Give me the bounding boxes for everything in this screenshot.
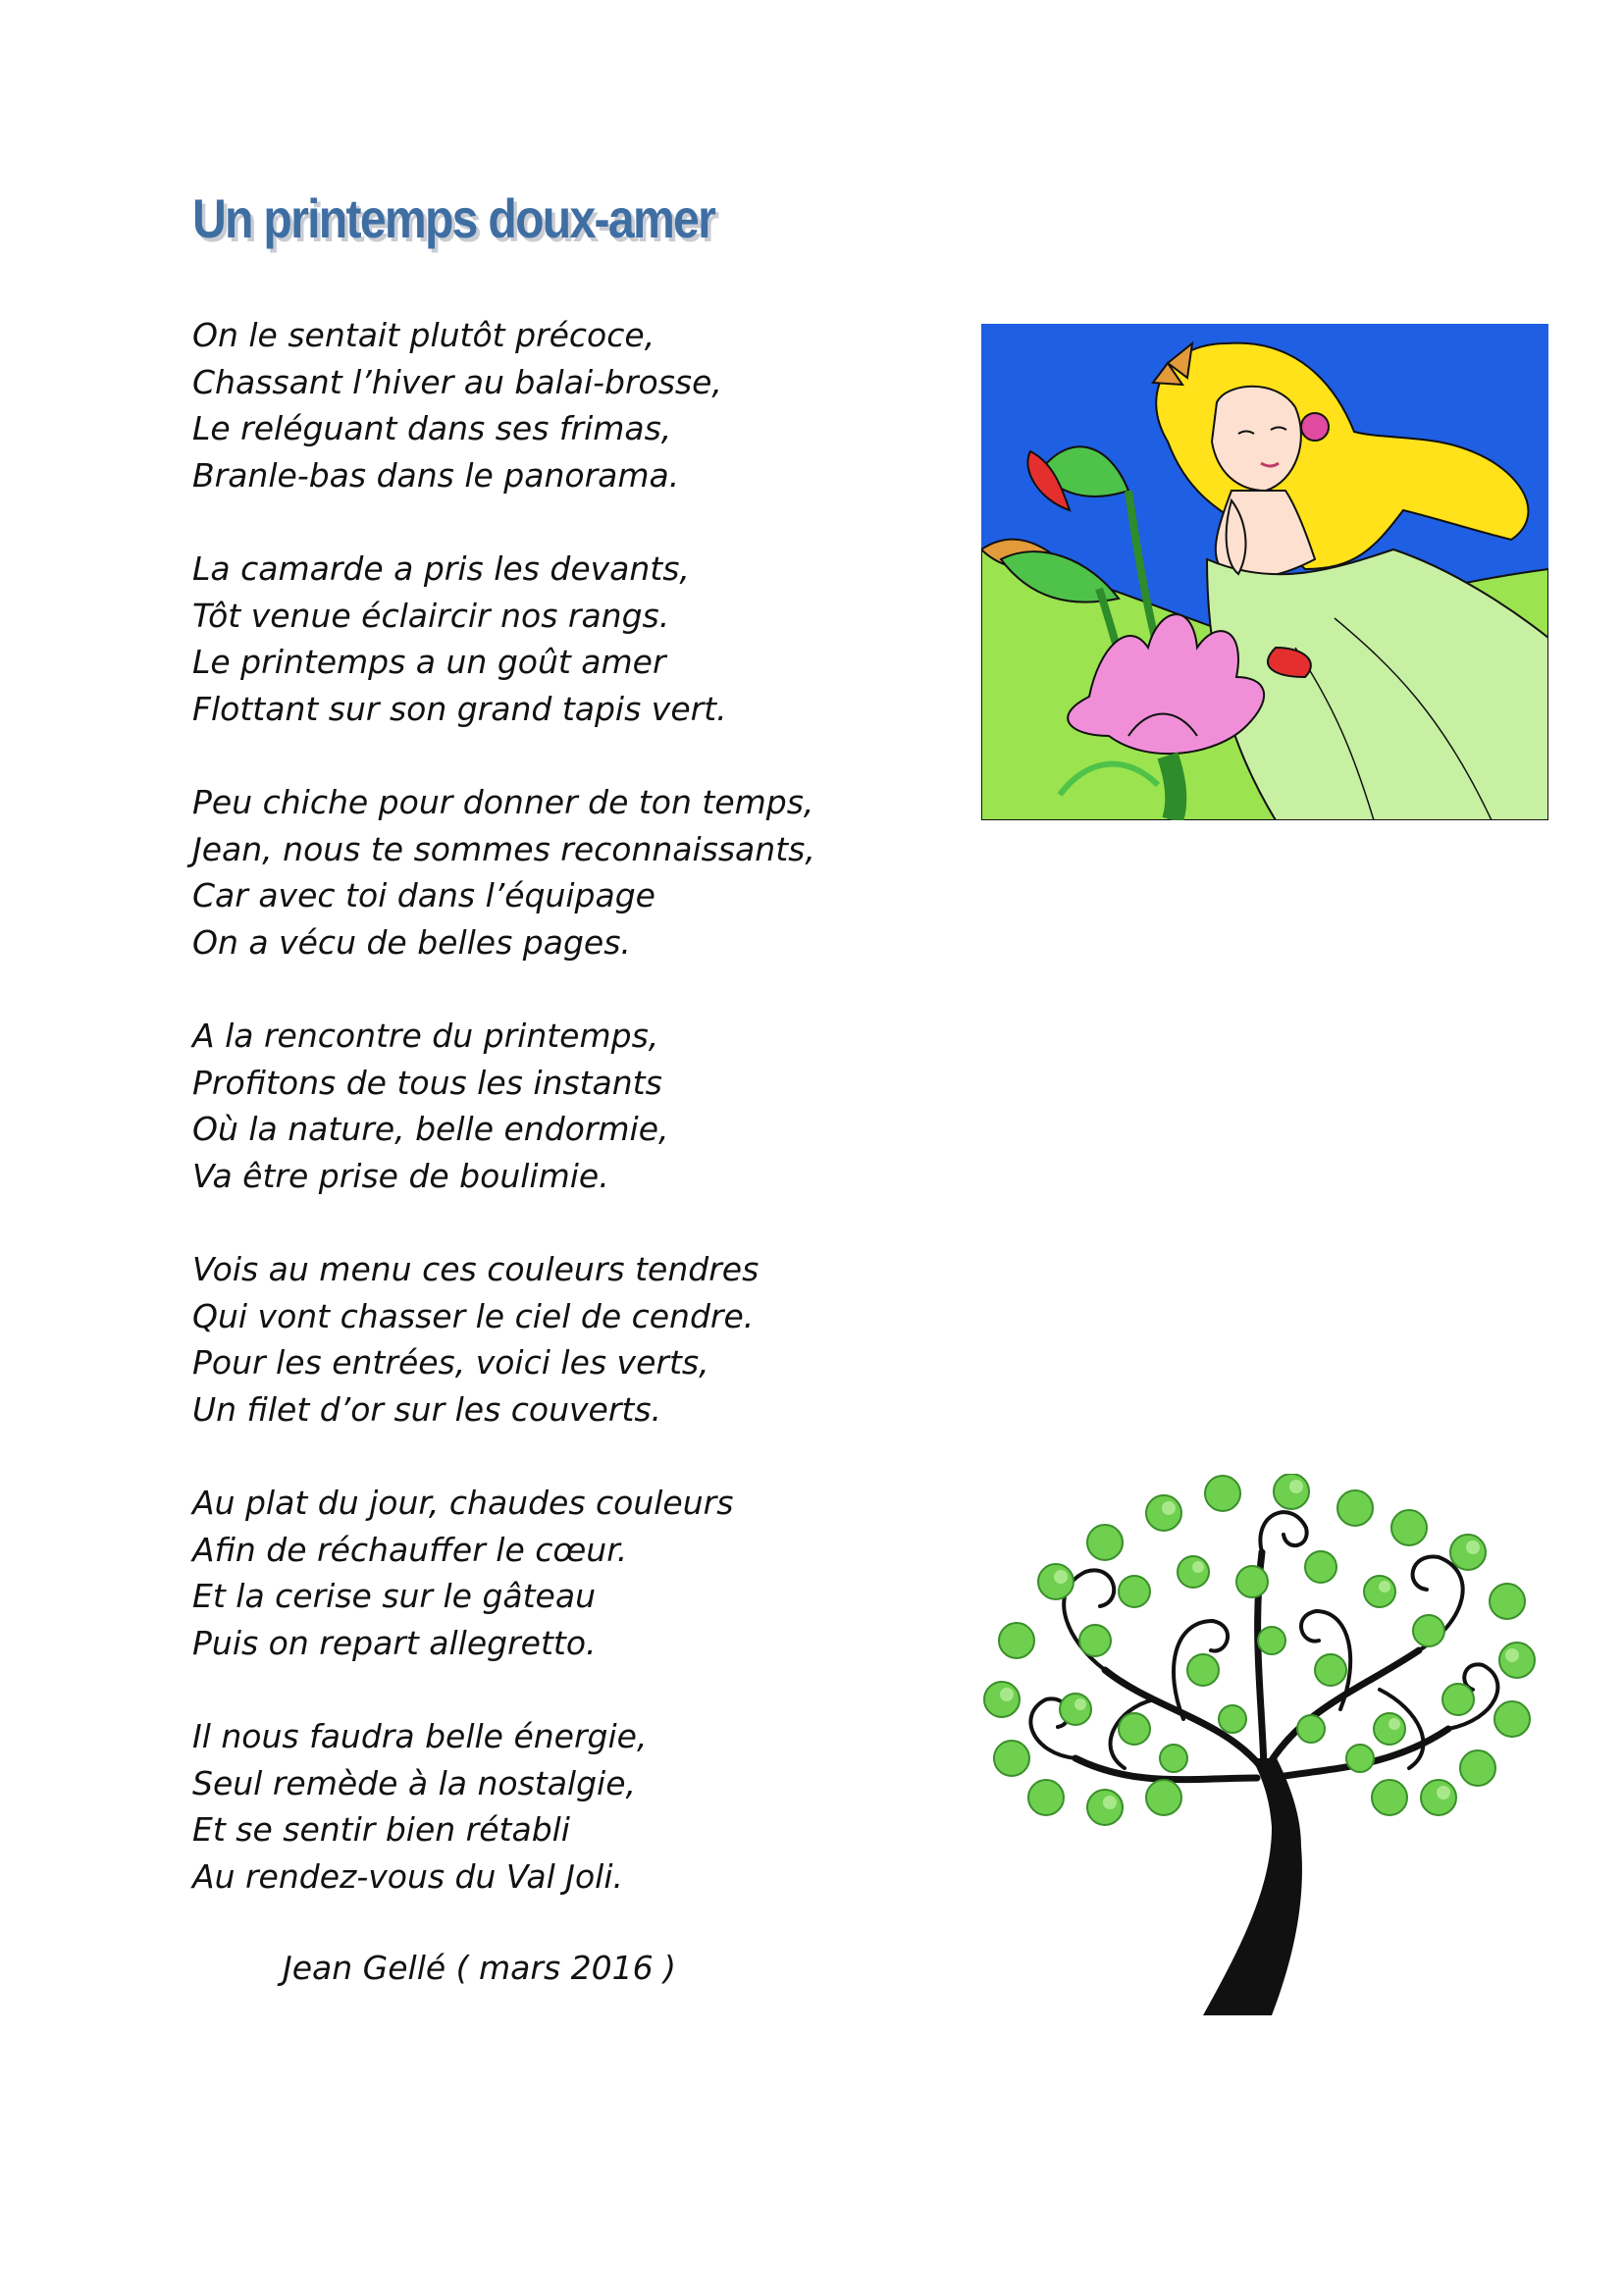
poem-line: On le sentait plutôt précoce, xyxy=(192,316,655,354)
poem-line: La camarde a pris les devants, xyxy=(192,549,690,588)
poem-line: Un filet d’or sur les couverts. xyxy=(192,1389,662,1429)
poem-line: Branle-bas dans le panorama. xyxy=(192,455,680,495)
stanza xyxy=(192,1713,938,1900)
poem-line: Profitons de tous les instants xyxy=(192,1063,662,1102)
stanza xyxy=(192,1013,938,1199)
poem-line: Au rendez-vous du Val Joli. xyxy=(192,1856,624,1896)
poem-line: Puis on repart allegretto. xyxy=(192,1623,597,1662)
poem-line: Car avec toi dans l’équipage xyxy=(192,876,655,914)
poem-line: Vois au menu ces couleurs tendres xyxy=(192,1250,760,1288)
poem-line: Afin de réchauffer le cœur. xyxy=(192,1530,628,1569)
poem-line: Flottant sur son grand tapis vert. xyxy=(192,689,727,728)
poem-body xyxy=(192,312,938,1947)
poem-line: Jean, nous te sommes reconnaissants, xyxy=(192,829,815,868)
poem-line: Qui vont chasser le ciel de cendre. xyxy=(192,1296,755,1335)
poem-line: Le printemps a un goût amer xyxy=(192,643,666,681)
stanza xyxy=(192,779,938,965)
poem-line: A la rencontre du printemps, xyxy=(192,1017,659,1055)
poem-line: Peu chiche pour donner de ton temps, xyxy=(192,783,814,821)
poem-line: Au plat du jour, chaudes couleurs xyxy=(192,1484,734,1522)
poem-line: Le reléguant dans ses frimas, xyxy=(192,409,672,447)
poem-line: Et se sentir bien rétabli xyxy=(192,1810,570,1849)
poem-signature: Jean Gellé ( mars 2016 ) xyxy=(283,1949,676,1987)
swirl-tree-illustration-icon xyxy=(977,1474,1543,2015)
poem-line: Chassant l’hiver au balai-brosse, xyxy=(192,362,722,401)
spring-girl-illustration-icon xyxy=(981,324,1548,820)
stanza xyxy=(192,546,938,732)
poem-line: On a vécu de belles pages. xyxy=(192,922,631,962)
poem-line: Pour les entrées, voici les verts, xyxy=(192,1343,709,1382)
poem-line: Et la cerise sur le gâteau xyxy=(192,1577,597,1615)
poem-line: Seul remède à la nostalgie, xyxy=(192,1763,637,1802)
stanza xyxy=(192,1480,938,1666)
stanza xyxy=(192,312,938,498)
stanza xyxy=(192,1246,938,1433)
poem-line: Va être prise de boulimie. xyxy=(192,1156,609,1195)
poem-title: Un printemps doux-amer xyxy=(192,187,715,249)
poem-line: Tôt venue éclaircir nos rangs. xyxy=(192,596,670,635)
poem-line: Il nous faudra belle énergie, xyxy=(192,1717,648,1755)
poem-line: Où la nature, belle endormie, xyxy=(192,1110,669,1148)
